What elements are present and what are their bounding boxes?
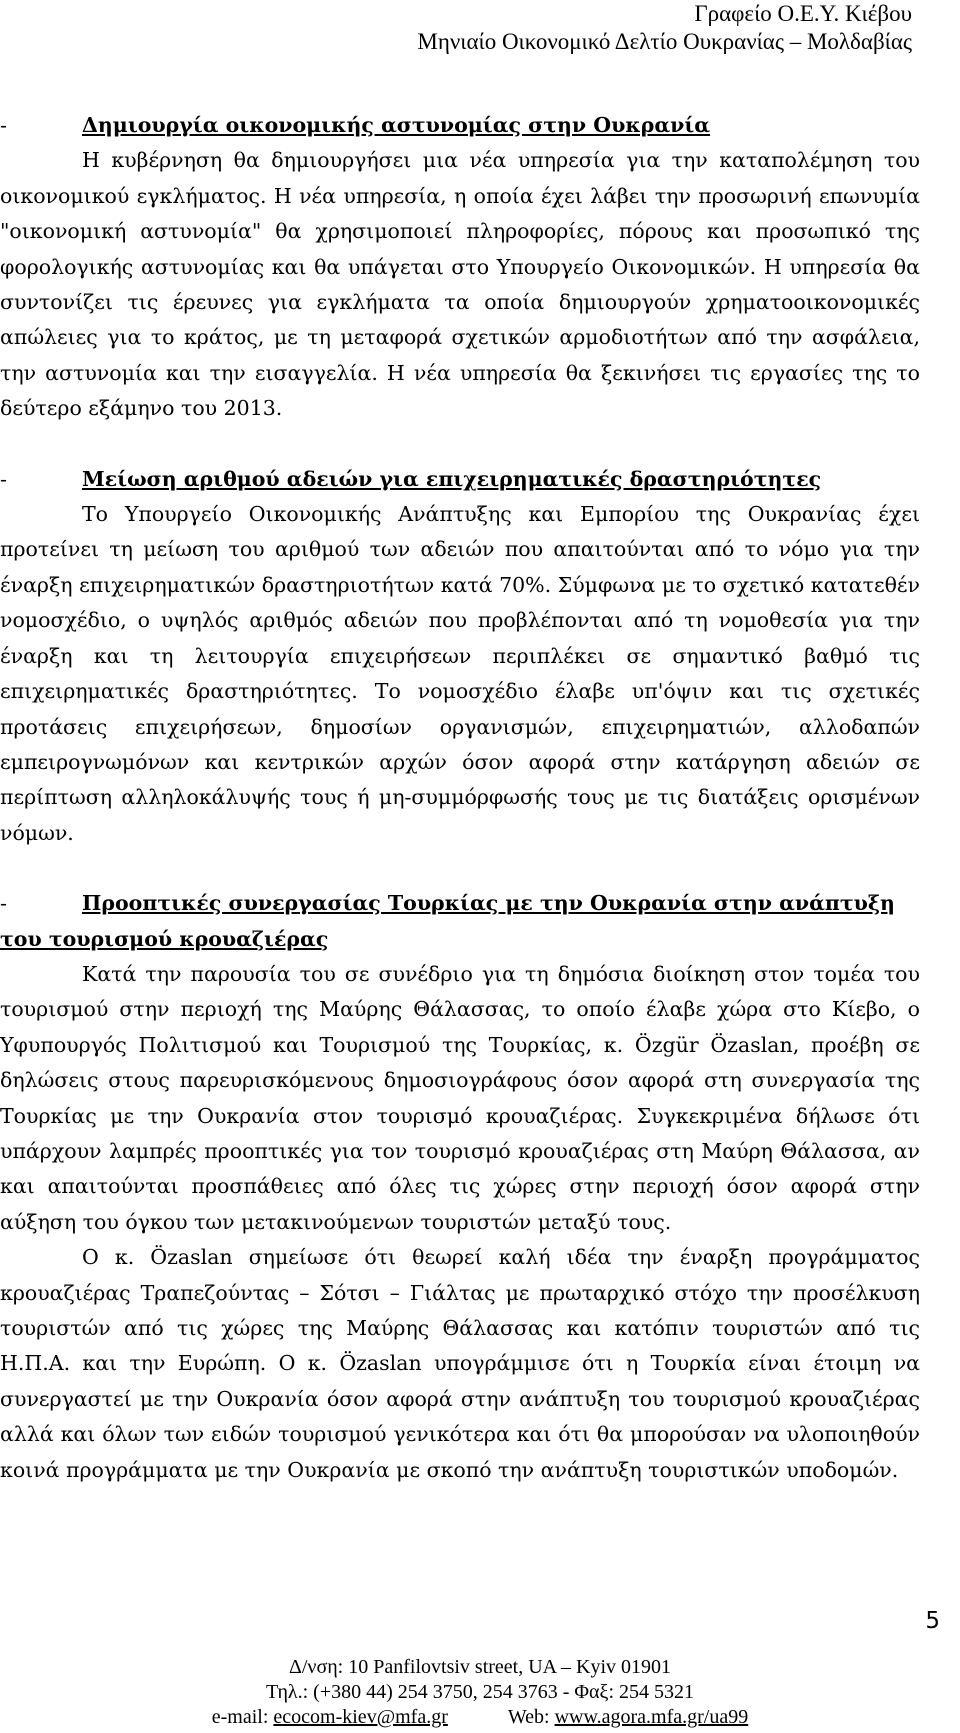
footer-contacts: [0, 1705, 960, 1730]
article-title: Προοπτικές συνεργασίας Τουρκίας με την Ουκρανία στην ανάπτυξη του τουρισμού κρουαζιέρας: [0, 891, 895, 951]
web-link[interactable]: www.agora.mfa.gr/ua99: [554, 1706, 749, 1728]
article-economic-police: [0, 108, 920, 427]
footer-phone: Τηλ.: (+380 44) 254 3750, 254 3763 - Φαξ: 254 5321: [265, 1681, 695, 1703]
document-body: [0, 108, 920, 1523]
article-paragraph: Κατά την παρουσία του σε συνέδριο για τη δημόσια διοίκηση στον τομέα του τουρισμού στην περιοχή της Μαύρης Θάλασσας, το οποίο έλαβε χώρα στο Κίεβο, ο Υφυπουργός Πολιτισμού και Τουρισμού της Τουρκίας, κ. Özgür Özaslan, προέβη σε δηλώσεις στους παρευρισκόμενους δημοσιογράφους όσον αφορά στη συνεργασία της Τουρκίας με την Ουκρανία στον τουρισμό κρουαζιέρας. Συγκεκριμένα δήλωσε ότι υπάρχουν λαμπρές προοπτικές για τον τουρισμό κρουαζιέρας στη Μαύρη Θάλασσα, αν και απαιτούνται προσπάθειες από όλες τις χώρες στην περιοχή όσον αφορά στην αύξηση του όγκου των μετακινούμενων τουριστών μεταξύ τους.: [0, 961, 920, 1234]
page-footer: [0, 1655, 960, 1730]
article-title: Μείωση αριθμού αδειών για επιχειρηματικές δραστηριότητες: [82, 466, 822, 491]
article-heading: [0, 886, 920, 957]
header-office: Γραφείο Ο.Ε.Υ. Κιέβου: [694, 1, 912, 26]
page-header: [417, 0, 912, 56]
email-link[interactable]: ecocom-kiev@mfa.gr: [273, 1706, 448, 1728]
article-licenses-reduction: [0, 462, 920, 851]
page-number: 5: [925, 1608, 940, 1634]
article-paragraph: Η κυβέρνηση θα δημιουργήσει μια νέα υπηρεσία για την καταπολέμηση του οικονομικού εγκλήματος. Η νέα υπηρεσία, η οποία έχει λάβει την προσωρινή επωνυμία "οικονομική αστυνομία" θα χρησιμοποιεί πληροφορίες, πόρους και προσωπικό της φορολογικής αστυνομίας και θα υπάγεται στο Υπουργείο Οικονομικών. Η υπηρεσία θα συντονίζει τις έρευνες για εγκλήματα τα οποία δημιουργούν χρηματοοικονομικές απώλειες για το κράτος, με τη μεταφορά σχετικών αρμοδιοτήτων από την ασφάλεια, την αστυνομία και την εισαγγελία. Η νέα υπηρεσία θα ξεκινήσει τις εργασίες της το δεύτερο εξάμηνο του 2013.: [0, 148, 920, 421]
bullet-dash: -: [0, 466, 7, 491]
article-paragraph: Ο κ. Özaslan σημείωσε ότι θεωρεί καλή ιδέα την έναρξη προγράμματος κρουαζιέρας Τραπεζούντας – Σότσι – Γιάλτας με πρωταρχικό στόχο την προσέλκυση τουριστών από τις χώρες της Μαύρης Θάλασσας και κατόπιν τουριστών από τις Η.Π.Α. και την Ευρώπη. Ο κ. Özaslan υπογράμμισε ότι η Τουρκία είναι έτοιμη να συνεργαστεί με την Ουκρανία όσον αφορά στην ανάπτυξη του τουρισμού κρουαζιέρας αλλά και όλων των ειδών τουρισμού γενικότερα και ότι θα μπορούσαν να υλοποιηθούν κοινά προγράμματα με την Ουκρανία με σκοπό την ανάπτυξη τουριστικών υποδομών.: [0, 1245, 920, 1482]
footer-address: Δ/νση: 10 Panfilovtsiv street, UA – Kyiv 01901: [288, 1656, 672, 1678]
article-heading: [0, 108, 920, 143]
bullet-dash: -: [0, 891, 7, 916]
header-bulletin-title: Μηνιαίο Οικονομικό Δελτίο Ουκρανίας – Μολδαβίας: [417, 29, 912, 54]
web-label: Web:: [507, 1706, 555, 1728]
article-paragraph: Το Υπουργείο Οικονομικής Ανάπτυξης και Εμπορίου της Ουκρανίας έχει προτείνει τη μείωση του αριθμού των αδειών που απαιτούνται από το νόμο για την έναρξη επιχειρηματικών δραστηριοτήτων κατά 70%. Σύμφωνα με το σχετικό κατατεθέν νομοσχέδιο, ο υψηλός αριθμός αδειών που προβλέπονται από τη νομοθεσία για την έναρξη και τη λειτουργία επιχειρήσεων περιπλέκει σε σημαντικό βαθμό τις επιχειρηματικές δραστηριότητες. Το νομοσχέδιο έλαβε υπ'όψιν και τις σχετικές προτάσεις επιχειρήσεων, δημοσίων οργανισμών, επιχειρηματιών, αλλοδαπών εμπειρογνωμόνων και κεντρικών αρχών όσον αφορά στην κατάργηση αδειών σε περίπτωση αλληλοκάλυψής τους ή μη-συμμόρφωσής τους με τις διατάξεις ορισμένων νόμων.: [0, 502, 920, 845]
article-heading: [0, 462, 920, 497]
email-label: e-mail:: [211, 1706, 274, 1728]
bullet-dash: -: [0, 113, 7, 137]
article-title: Δημιουργία οικονομικής αστυνομίας στην Ουκρανία: [82, 113, 711, 137]
article-cruise-tourism: [0, 886, 920, 1488]
